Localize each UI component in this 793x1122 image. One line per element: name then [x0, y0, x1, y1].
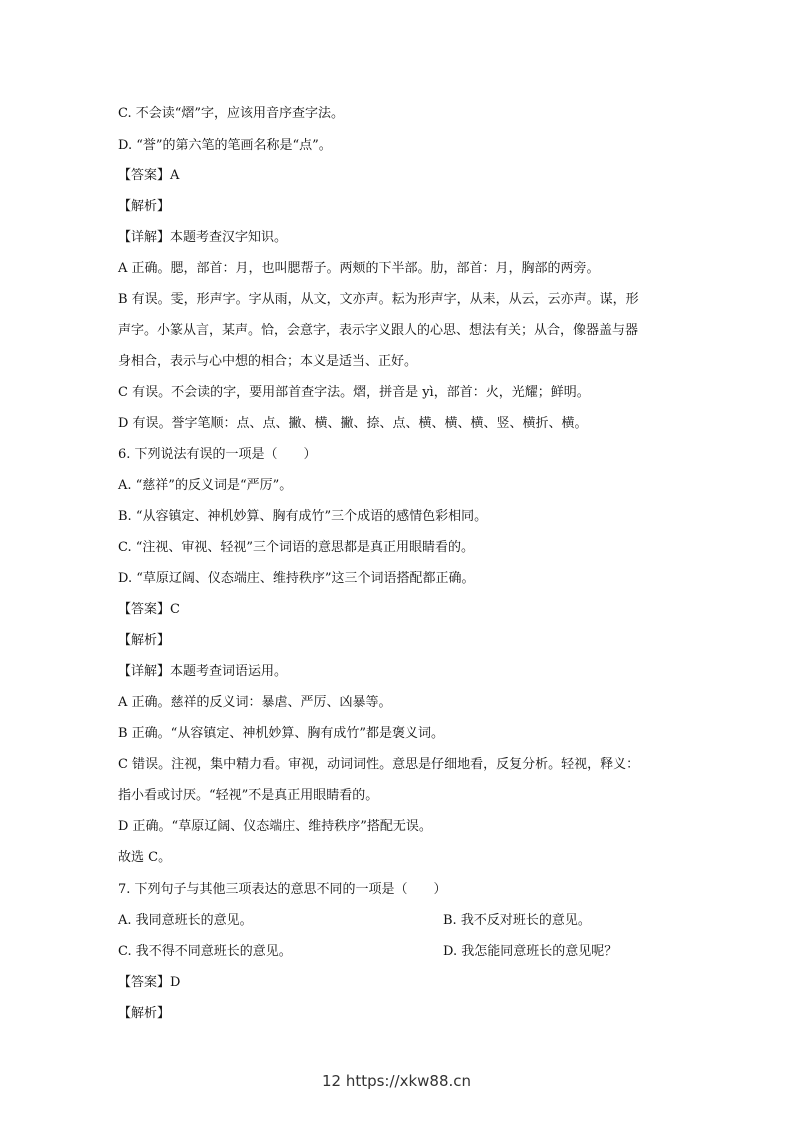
detail-a-q5: A 正确。腮，部首：月，也叫腮帮子。两颊的下半部。肋，部首：月，胸部的两旁。 [118, 261, 600, 276]
detail-intro-q5: 【详解】本题考查汉字知识。 [118, 230, 288, 245]
answer-label-q7: 【答案】D [118, 975, 181, 990]
option-c-q6: C. “注视、审视、轻视”三个词语的意思都是真正用眼睛看的。 [118, 540, 475, 555]
option-d-q5: D. “誉”的第六笔的笔画名称是“点”。 [118, 138, 332, 153]
detail-c-q6-line1: C 错误。注视，集中精力看。审视，动词词性。意思是仔细地看，反复分析。轻视，释义： [118, 757, 640, 772]
page-footer: 12 https://xkw88.cn [321, 1072, 472, 1090]
detail-b-q5-line1: B 有误。雯，形声字。字从雨，从文，文亦声。耘为形声字，从耒，从云，云亦声。谋，形 [118, 292, 639, 307]
detail-d-q5: D 有误。誉字笔顺：点、点、撇、横、撇、捺、点、横、横、横、竖、横折、横。 [118, 416, 588, 431]
analysis-label-q7: 【解析】 [118, 1006, 171, 1021]
option-b-q7: B. 我不反对班长的意见。 [443, 913, 591, 928]
answer-label-q5: 【答案】A [118, 168, 180, 183]
question-6: 6. 下列说法有误的一项是（ ） [118, 447, 317, 462]
option-c-q7: C. 我不得不同意班长的意见。 [118, 944, 292, 959]
analysis-label-q6: 【解析】 [118, 633, 171, 648]
option-d-q7: D. 我怎能同意班长的意见呢？ [443, 944, 618, 959]
detail-a-q6: A 正确。慈祥的反义词：暴虐、严厉、凶暴等。 [118, 695, 392, 710]
option-a-q7: A. 我同意班长的意见。 [118, 913, 253, 928]
detail-d-q6: D 正确。“草原辽阔、仪态端庄、维持秩序”搭配无误。 [118, 819, 432, 834]
question-7: 7. 下列句子与其他三项表达的意思不同的一项是（ ） [118, 882, 447, 897]
detail-c-q5: C 有误。不会读的字，要用部首查字法。熠，拼音是 yì，部首：火，光耀；鲜明。 [118, 385, 590, 400]
analysis-label-q5: 【解析】 [118, 199, 171, 214]
detail-c-q6-line2: 指小看或讨厌。“轻视”不是真正用眼睛看的。 [118, 788, 379, 803]
option-a-q6: A. “慈祥”的反义词是“严厉”。 [118, 478, 293, 493]
answer-label-q6: 【答案】C [118, 602, 180, 617]
conclusion-q6: 故选 C。 [118, 850, 172, 865]
detail-b-q5-line2: 声字。小篆从言，某声。恰，会意字，表示字义跟人的心思、想法有关；从合，像器盖与器 [118, 323, 639, 338]
option-c-q5: C. 不会读“熠”字，应该用音序查字法。 [118, 106, 345, 121]
detail-b-q5-line3: 身相合，表示与心中想的相合；本义是适当、正好。 [118, 354, 418, 369]
option-d-q6: D. “草原辽阔、仪态端庄、维持秩序”这三个词语搭配都正确。 [118, 571, 475, 586]
option-b-q6: B. “从容镇定、神机妙算、胸有成竹”三个成语的感情色彩相同。 [118, 509, 488, 524]
detail-b-q6: B 正确。“从容镇定、神机妙算、胸有成竹”都是褒义词。 [118, 726, 444, 741]
detail-intro-q6: 【详解】本题考查词语运用。 [118, 664, 288, 679]
